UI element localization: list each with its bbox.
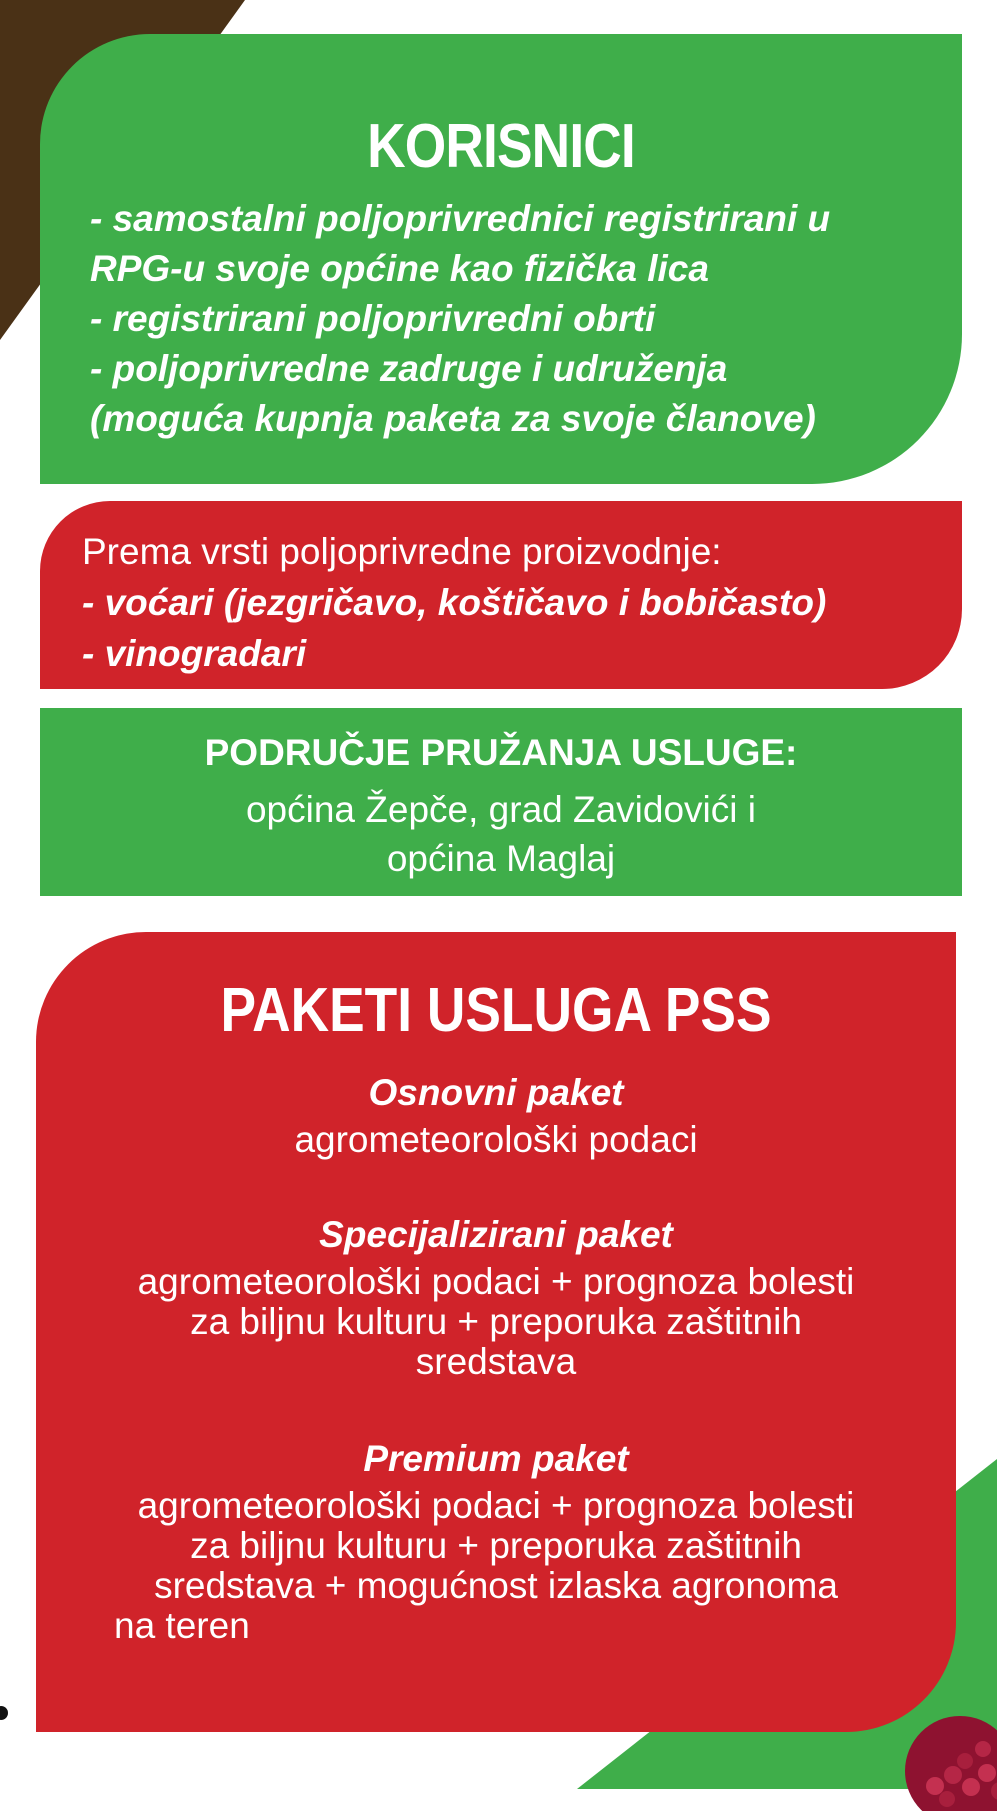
production-type-item: - voćari (jezgričavo, koštičavo i bobičasto) [82,582,827,623]
bullet-dot [0,1706,8,1720]
production-type-item: - vinogradari [82,633,307,674]
package-desc-line: za biljnu kulturu + preporuka zaštitnih [190,1301,802,1342]
service-area-line: općina Žepče, grad Zavidovići i [245,789,757,830]
service-area-heading: PODRUČJE PRUŽANJA USLUGE: [204,732,798,773]
package-desc-premium [36,1486,956,1646]
package-name-specialized: Specijalizirani paket [319,1214,673,1255]
package-desc-line: agrometeorološki podaci [294,1119,698,1160]
korisnici-title: KORISNICI [367,112,635,181]
korisnici-line: - samostalni poljoprivrednici registrirani u [90,198,831,239]
production-type-heading: Prema vrsti poljoprivredne proizvodnje: [82,531,722,572]
packages-title: PAKETI USLUGA PSS [220,976,772,1045]
package-desc-line: na teren [114,1605,250,1646]
package-desc-basic [36,1120,956,1160]
package-desc-line: agrometeorološki podaci + prognoza bolesti [137,1261,855,1302]
package-desc-line: sredstava + mogućnost izlaska agronoma [154,1565,838,1606]
package-desc-line: za biljnu kulturu + preporuka zaštitnih [190,1525,802,1566]
korisnici-panel [40,34,962,484]
korisnici-line: (moguća kupnja paketa za svoje članove) [90,398,816,439]
production-type-list [82,526,942,679]
korisnici-line: - poljoprivredne zadruge i udruženja [90,348,728,389]
service-area-panel [40,708,962,896]
service-area-text [40,785,962,883]
package-desc-line: agrometeorološki podaci + prognoza bolesti [137,1485,855,1526]
package-desc-line: sredstava [415,1341,577,1382]
package-name-basic: Osnovni paket [368,1072,624,1113]
korisnici-list [90,194,932,444]
package-name-premium: Premium paket [363,1438,629,1479]
production-type-panel [40,501,962,689]
service-area-line: općina Maglaj [386,838,616,879]
packages-panel [36,932,956,1732]
korisnici-line: RPG-u svoje općine kao fizička lica [90,248,709,289]
package-desc-specialized [36,1262,956,1382]
korisnici-line: - registrirani poljoprivredni obrti [90,298,656,339]
